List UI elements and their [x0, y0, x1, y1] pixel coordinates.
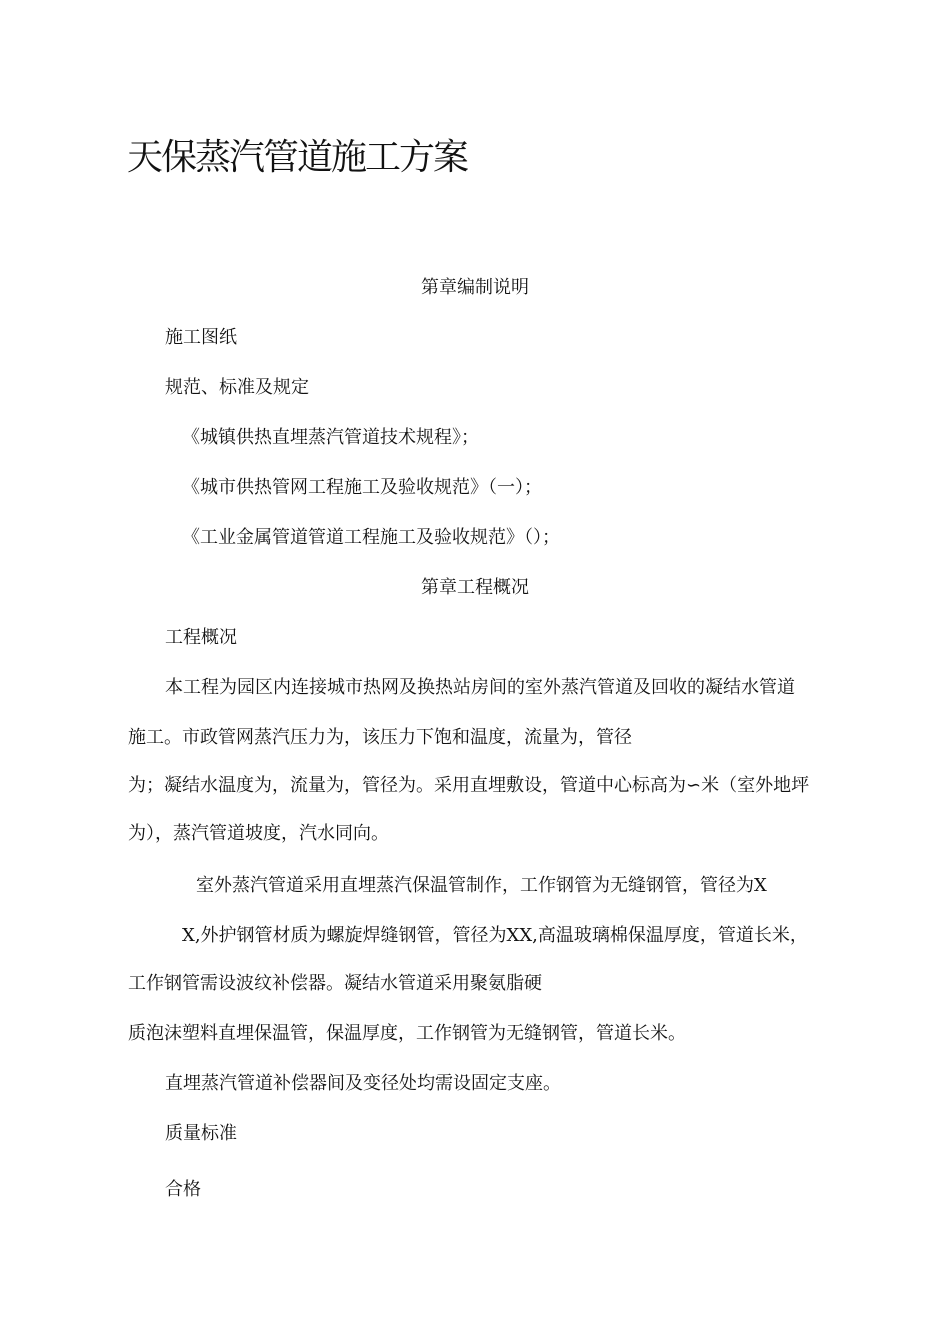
standard-item-3: 《工业金属管道管道工程施工及验收规范》（）；: [182, 527, 560, 548]
paragraph-1-line-2: 施工。市政管网蒸汽压力为，该压力下饱和温度，流量为，管径: [128, 727, 632, 748]
standard-item-2: 《城市供热管网工程施工及验收规范》（一）；: [182, 477, 542, 498]
standard-item-1: 《城镇供热直埋蒸汽管道技术规程》；: [182, 427, 479, 448]
paragraph-2-line-1: 室外蒸汽管道采用直埋蒸汽保温管制作，工作钢管为无缝钢管，管径为X: [196, 875, 767, 896]
section-standards-heading: 规范、标准及规定: [165, 377, 309, 398]
paragraph-1-line-3: 为；凝结水温度为，流量为，管径为。采用直埋敷设，管道中心标高为∽米（室外地坪: [128, 775, 810, 796]
quality-qualified-text: 合格: [165, 1179, 201, 1200]
paragraph-2-line-2: X,外护钢管材质为螺旋焊缝钢管，管径为XX,高温玻璃棉保温厚度，管道长米，: [182, 925, 808, 946]
paragraph-2-line-3: 工作钢管需设波纹补偿器。凝结水管道采用聚氨脂硬: [128, 973, 542, 994]
paragraph-3: 直埋蒸汽管道补偿器间及变径处均需设固定支座。: [165, 1073, 561, 1094]
paragraph-1-line-4: 为），蒸汽管道坡度，汽水同向。: [128, 823, 389, 844]
section-overview-heading: 工程概况: [165, 627, 237, 648]
document-title: 天保蒸汽管道施工方案: [127, 137, 468, 178]
paragraph-1-line-1: 本工程为园区内连接城市热网及换热站房间的室外蒸汽管道及回收的凝结水管道: [165, 677, 795, 698]
paragraph-2-line-4: 质泡沫塑料直埋保温管，保温厚度，工作钢管为无缝钢管，管道长米。: [128, 1023, 686, 1044]
section-construction-drawings: 施工图纸: [165, 327, 237, 348]
chapter-2-heading: 第章工程概况: [421, 577, 529, 598]
chapter-1-heading: 第章编制说明: [421, 277, 529, 298]
section-quality-heading: 质量标准: [165, 1123, 237, 1144]
